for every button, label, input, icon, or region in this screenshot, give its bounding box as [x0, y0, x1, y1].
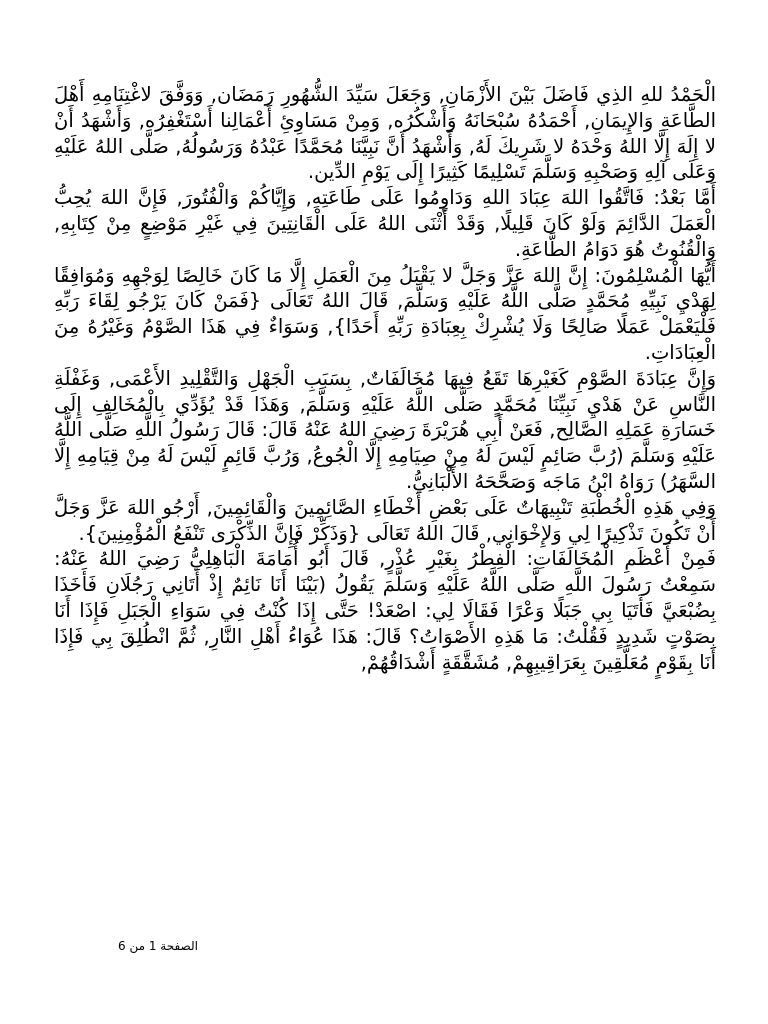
paragraph-fasting-violations: وَإِنَّ عِبَادَةَ الصَّوْمِ كَغَيْرِهَا تَقَعُ فِيهَا مُخَالَفَاتٌ, بِسَبَبِ الْجَهْلِ وَالتَّقْلِيدِ الأَعْمَى, وَغَفْلَةِ النَّاسِ عَنْ هَدْيِ نَبِيِّنَا مُحَمَّدٍ صَلَّى اللَّهُ عَلَيْهِ وَسَلَّمَ, وَهَذَا قَدْ يُؤَدِّي بِالْمُخَالِفِ إِلَى خَسَارَةِ عَمَلِهِ الصَّالِح, فَعَنْ أَبِي هُرَيْرَةَ رَضِيَ اللهُ عَنْهُ قَالَ: قَالَ رَسُولُ اللَّهِ صَلَّى اللَّهُ عَلَيْهِ وَسَلَّمَ (رُبَّ صَائِمٍ لَيْسَ لَهُ مِنْ صِيَامِهِ إِلَّا الْجُوعُ, وَرُبَّ قَائِمٍ لَيْسَ لَهُ مِنْ قِيَامِهِ إِلَّا السَّهَرُ) رَوَاهُ ابْنُ مَاجَه وَصَحَّحَهُ الأَلْبَانِيُّ.	[54, 366, 716, 493]
page-number-footer: الصفحة 1 من 6	[118, 939, 198, 953]
paragraph-exhortation: أَمَّا بَعْدُ: فَاتَّقُوا اللهَ عِبَادَ اللهِ وَدَاوِمُوا عَلَى طَاعَتِهِ, وَإِيَّاكُمْ وَالْفُتُورَ, فَإِنَّ اللهَ يُحِبُّ الْعَمَلَ الدَّائِمَ وَلَوْ كَانَ قَلِيلًا, وَقَدْ أَثْنَى اللهُ عَلَى الْقَانِتِينَ فِي غَيْرِ مَوْضِعٍ مِنْ كِتَابِهِ, وَالْقُنُوتُ هُوَ دَوَامُ الطَّاعَةِ.	[54, 186, 716, 261]
paragraph-breaking-fast-without-excuse: فَمِنْ أَعْظَمِ الْمُخَالَفَاتِ: الْفِطْرُ بِغَيْرِ عُذْرٍ, قَالَ أَبُو أُمَامَةَ الْبَاهِلِيُّ رَضِيَ اللهُ عَنْهُ: سَمِعْتُ رَسُولَ اللَّهِ صَلَّى اللَّهُ عَلَيْهِ وَسَلَّمَ يَقُولُ (بَيْنَا أَنَا نَائِمٌ إِذْ أَتَانِي رَجُلَانِ فَأَخَذَا بِضُبْعَيَّ فَأَتَيَا بِي جَبَلًا وَعْرًا فَقَالَا لِي: اصْعَدْ! حَتَّى إِذَا كُنْتُ فِي سَوَاءِ الْجَبَلِ فَإِذَا أَنَا بِصَوْتٍ شَدِيدٍ فَقُلْتُ: مَا هَذِهِ الأَصْوَاتُ؟ قَالَ: هَذَا عُوَاءُ أَهْلِ النَّارِ, ثُمَّ انْطُلِقَ بِي فَإِذَا أَنَا بِقَوْمٍ مُعَلَّقِينَ بِعَرَاقِيبِهِمْ, مُشَقَّقَةٍ أَشْدَاقُهُمْ,	[54, 547, 716, 674]
document-body	[54, 82, 716, 675]
paragraph-sermon-reminders: وَفِي هَذِهِ الْخُطْبَةِ تَنْبِيهَاتٌ عَلَى بَعْضِ أَخْطَاءِ الصَّائِمِينَ وَالْقَائِمِينَ, أَرْجُو اللهَ عَزَّ وَجَلَّ أَنْ تَكُونَ تَذْكِيرًا لِي وَلإِخْوَانِي, قَالَ اللهُ تَعَالَى {وَذَكِّرْ فَإِنَّ الذِّكْرَى تَنْفَعُ الْمُؤْمِنِينَ}.	[54, 495, 716, 545]
paragraph-opening-praise: الْحَمْدُ للهِ الذِي فَاضَلَ بَيْنَ الأَزْمَانِ, وَجَعَلَ سَيِّدَ الشُّهُورِ رَمَضَان, وَوَفَّقَ لاغْتِنَامِهِ أَهْلَ الطَّاعَةِ وَالإِيمَانِ, أَحْمَدُهُ سُبْحَانَهُ وَأَشْكُرُه, وَمِنْ مَسَاوِئِ أَعْمَالِنا أَسْتَغْفِرُه, وَأَشْهَدُ أَنْ لا إِلَهَ إِلَّا اللهُ وَحْدَهُ لا شَرِيكَ لَهُ, وَأَشْهَدُ أَنَّ نَبِيَّنَا مُحَمَّدًا عَبْدُهُ وَرَسُولُهُ, صَلَّى اللهُ عَلَيْهِ وَعَلَى آلِهِ وَصَحْبِهِ وَسَلَّمَ تَسْلِيمًا كَثِيرًا إِلَى يَوْمِ الدِّين.	[54, 83, 716, 184]
paragraph-sincerity-of-deeds: أَيُّهَا الْمُسْلِمُونَ: إِنَّ اللهَ عَزَّ وَجَلَّ لا يَقْبَلُ مِنَ الْعَمَلِ إِلَّا مَا كَانَ خَالِصًا لِوَجْهِهِ وَمُوَافِقًا لِهَدْيِ نَبِيِّهِ مُحَمَّدٍ صَلَّى اللَّهُ عَلَيْهِ وَسَلَّمَ, قَالَ اللهُ تَعَالَى {فَمَنْ كَانَ يَرْجُو لِقَاءَ رَبِّهِ فَلْيَعْمَلْ عَمَلًا صَالِحًا وَلَا يُشْرِكْ بِعِبَادَةِ رَبِّهِ أَحَدًا}, وَسَوَاءٌ فِي هَذَا الصَّوْمُ وَغَيْرُهُ مِنَ الْعِبَادَاتِ.	[54, 263, 716, 364]
